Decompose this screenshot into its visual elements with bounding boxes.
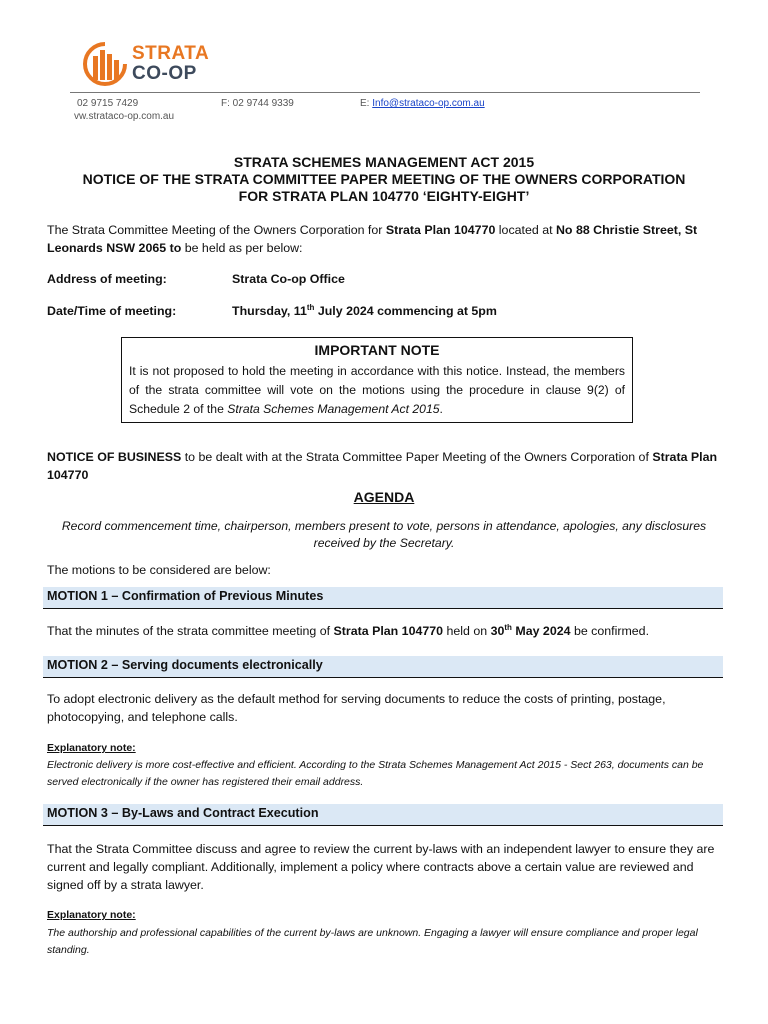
intro-plan: Strata Plan 104770 <box>385 223 496 237</box>
business-heading: NOTICE OF BUSINESS <box>47 450 182 464</box>
strata-coop-logo-icon <box>82 40 128 88</box>
date-label: Date/Time of meeting: <box>47 304 177 318</box>
address-label: Address of meeting: <box>47 272 167 286</box>
title-line-2: NOTICE OF THE STRATA COMMITTEE PAPER MEETING OF THE OWNERS CORPORATION <box>82 171 686 187</box>
notice-of-business <box>47 448 723 484</box>
important-note-body <box>129 362 625 419</box>
date-time-text: July 2024 commencing at 5pm <box>314 304 497 318</box>
note-act-name: Strata Schemes Management Act 2015 <box>227 402 440 416</box>
motion-2-body: To adopt electronic delivery as the default method for serving documents to reduce the costs of printing, postage, photocopying, and telephone calls. <box>47 692 666 724</box>
m1-day: 30 <box>490 624 505 638</box>
document-title <box>0 154 768 205</box>
motion-2-heading: MOTION 2 – Serving documents electronically <box>47 658 323 672</box>
intro-address: No 88 Christie Street, St Leonards NSW 2065 to <box>47 223 698 255</box>
m1-text-3: be confirmed. <box>570 624 650 638</box>
logo-strata-text: STRATA <box>132 43 210 64</box>
date-text: Thursday, 11 <box>232 304 307 318</box>
motion-3-header <box>43 804 723 826</box>
logo-wordmark <box>132 44 209 83</box>
motion-1-body <box>47 622 723 640</box>
address-value: Strata Co-op Office <box>232 272 345 286</box>
email-label: E: <box>360 98 370 109</box>
title-line-1: STRATA SCHEMES MANAGEMENT ACT 2015 <box>233 154 535 170</box>
website: vw.strataco-op.com.au <box>74 111 175 122</box>
motion-1-heading: MOTION 1 – Confirmation of Previous Minutes <box>47 589 324 603</box>
fax-number: F: 02 9744 9339 <box>221 98 294 109</box>
important-note-title: IMPORTANT NOTE <box>314 342 440 358</box>
header-divider <box>70 92 700 93</box>
motion-1-header <box>43 587 723 609</box>
logo-coop-text: CO-OP <box>132 63 197 84</box>
email-link[interactable]: Info@strataco-op.com.au <box>372 98 485 109</box>
agenda-title: AGENDA <box>353 489 415 505</box>
motion-2-explanatory-heading: Explanatory note: <box>47 742 136 754</box>
motions-intro: The motions to be considered are below: <box>47 563 271 577</box>
date-value <box>232 304 497 318</box>
motion-3-explanatory-body: The authorship and professional capabilities of the current by-laws are unknown. Engaging a lawyer will ensure compliance and proper legal standing. <box>47 927 698 956</box>
motion-3-explanatory-heading: Explanatory note: <box>47 909 136 921</box>
m1-day-suffix: th <box>504 622 512 632</box>
phone-number: 02 9715 7429 <box>77 98 139 109</box>
intro-paragraph <box>47 221 723 257</box>
intro-text-1: The Strata Committee Meeting of the Owners Corporation for <box>47 223 386 237</box>
note-text: It is not proposed to hold the meeting in accordance with this notice. Instead, the members of the strata committee will vote on the motions using the procedure in clause 9(2) of Schedule 2 of the <box>129 364 625 416</box>
m1-month: May 2024 <box>511 624 571 638</box>
m1-text-2: held on <box>443 624 491 638</box>
note-end: . <box>439 402 443 416</box>
motion-2-header <box>43 656 723 678</box>
intro-text-2: located at <box>495 223 556 237</box>
intro-text-3: be held as per below: <box>181 241 303 255</box>
business-plan: Strata Plan 104770 <box>47 450 718 482</box>
motion-3-heading: MOTION 3 – By-Laws and Contract Execution <box>47 806 319 820</box>
m1-text-1: That the minutes of the strata committee meeting of <box>47 624 334 638</box>
email-line <box>360 98 485 109</box>
motion-2-explanatory-body: Electronic delivery is more cost-effective and efficient. According to the Strata Schemes Management Act 2015 - Sect 263, documents can be served electronically if the owner has registered their email address. <box>47 759 704 788</box>
business-text: to be dealt with at the Strata Committee Paper Meeting of the Owners Corporation of <box>181 450 653 464</box>
date-suffix: th <box>306 302 315 312</box>
m1-plan: Strata Plan 104770 <box>333 624 444 638</box>
important-note-box <box>121 337 633 423</box>
motion-3-body: That the Strata Committee discuss and agree to review the current by-laws with an independent lawyer to ensure they are current and legally compliant. Additionally, implement a policy where contracts above a certain value are reviewed and signed off by a strata lawyer. <box>47 842 715 892</box>
title-line-3: FOR STRATA PLAN 104770 ‘EIGHTY-EIGHT’ <box>238 188 530 204</box>
agenda-subtitle: Record commencement time, chairperson, members present to vote, persons in attendance, apologies, any disclosures received by the Secretary. <box>61 519 707 550</box>
